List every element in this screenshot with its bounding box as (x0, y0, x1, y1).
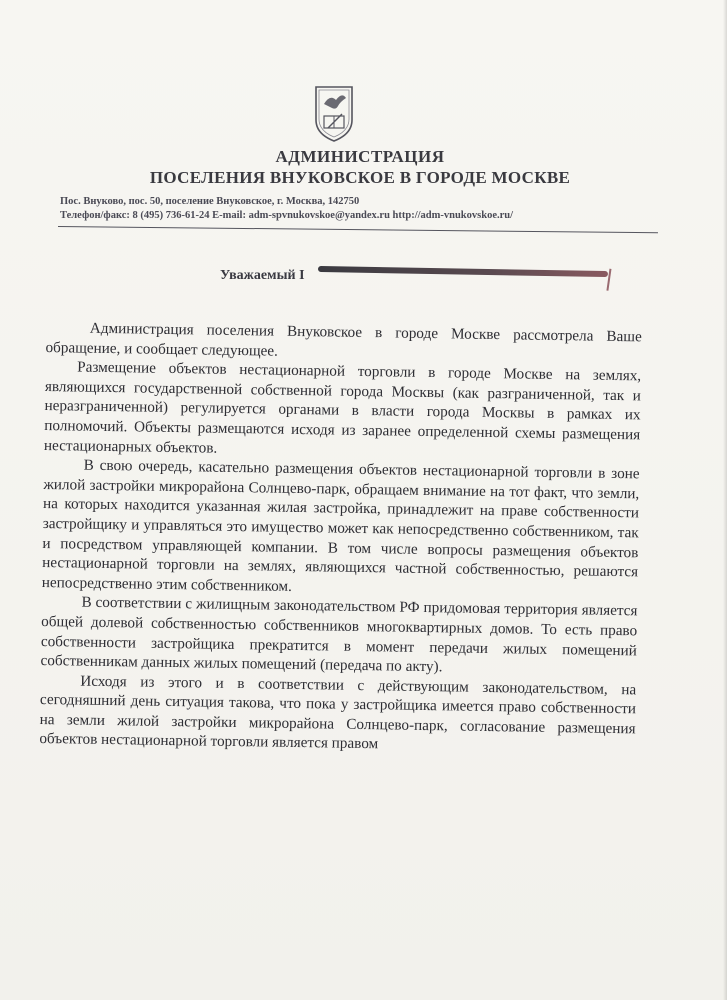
paragraph: Администрация поселения Внуковское в городе Москве рассмотрела Ваше обращение, и сообщает следующее. (45, 319, 642, 360)
paragraph: Размещение объектов нестационарной торговли в городе Москве на землях, являющихся государственной собственной города Москвы (как разграниченной, так и неразграниченной) регулируется органами в власти города Москвы в рамках их полномочий. Объекты размещаются исходя из заранее определенной схемы размещения нестационарных объектов. (43, 358, 642, 457)
org-address: Пос. Внуково, пос. 50, поселение Внуковское, г. Москва, 142750 (60, 196, 360, 207)
org-name-line1: АДМИНИСТРАЦИЯ (275, 147, 445, 166)
scan-edge-shadow (723, 0, 727, 1000)
letterhead-divider (58, 226, 658, 233)
moscow-coat-of-arms-icon (312, 84, 356, 144)
letter-body (39, 318, 642, 758)
greeting: Уважаемый I (220, 268, 305, 283)
org-contacts: Телефон/факс: 8 (495) 736-61-24 E-mail: adm-spvnukovskoe@yandex.ru http://adm-vnukovskoe.ru/ (60, 210, 514, 221)
org-name-line2: ПОСЕЛЕНИЯ ВНУКОВСКОЕ В ГОРОДЕ МОСКВЕ (149, 168, 571, 187)
paragraph: В свою очередь, касательно размещения объектов нестационарной торговли в зоне жилой застройки микрорайона Солнцево-парк, обращаем внимание на тот факт, что земли, на которых находится указанная жилая застройка, принадлежит на праве собственности застройщику и управляться это имущество может как непосредственно собственником, так и посредством управляющей компании. В том числе вопросы размещения объектов нестационарной торговли на землях, являющихся частной собственностью, решаются непосредственно этим собственником. (41, 456, 640, 595)
paragraph: Исходя из этого и в соответствии с действующим законодательством, на сегодняшний день ситуация такова, что пока у застройщика имеется право собственности на земли жилой застройки микрорайона Солнцево-парк, согласование размещения объектов нестационарной торговли является правом (39, 672, 637, 753)
paragraph: В соответствии с жилищным законодательством РФ придомовая территория является общей долевой собственностью собственников многоквартирных домов. То есть право собственности застройщика прекратится в момент передачи жилых помещений собственникам данных жилых помещений (передача по акту). (40, 593, 638, 676)
redaction-mark-tail (597, 267, 612, 290)
redaction-mark (318, 266, 608, 277)
